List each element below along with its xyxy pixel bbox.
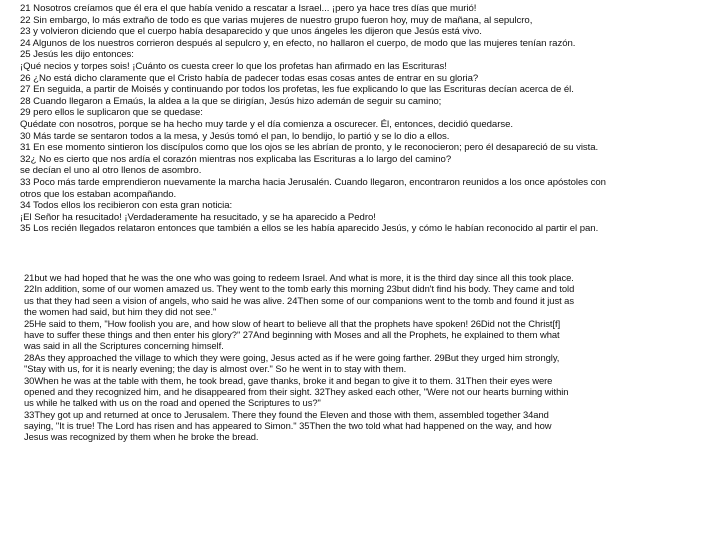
english-line-text: 21but we had hoped that he was the one who was going to redeem Israel. And what is more, it is the third day since all this took place. xyxy=(24,272,574,283)
english-line-text: saying, "It is true! The Lord has risen and has appeared to Simon." 35Then the two told what had happened on the way, and how xyxy=(24,420,552,432)
spanish-line xyxy=(20,223,606,235)
spanish-line xyxy=(20,189,606,201)
english-line-text: the women had said, but him they did not see." xyxy=(24,306,217,318)
english-line xyxy=(24,340,574,351)
spanish-line xyxy=(20,165,606,177)
spanish-line-text: 24 Algunos de los nuestros corrieron después al sepulcro y, en efecto, no hallaron el cuerpo, de modo que las mujeres tenían razón. xyxy=(20,37,576,49)
spanish-line-text: 23 y volvieron diciendo que el cuerpo había desaparecido y que unos ángeles les dijeron que Jesús está vivo. xyxy=(20,26,482,38)
spanish-line-text: 21 Nosotros creíamos que él era el que había venido a rescatar a Israel... ¡pero ya hace tres días que murió! xyxy=(20,3,477,14)
english-line xyxy=(24,318,574,329)
english-line xyxy=(24,283,574,294)
english-line xyxy=(24,386,574,397)
english-line-text: 30When he was at the table with them, he took bread, gave thanks, broke it and began to give it to them. 31Then their eyes were xyxy=(24,374,553,386)
spanish-line-text: Quédate con nosotros, porque se ha hecho muy tarde y el día comienza a oscurecer. Él, entonces, decidió quedarse. xyxy=(20,118,513,130)
spanish-line xyxy=(20,73,606,85)
english-line xyxy=(24,272,574,283)
spanish-line xyxy=(20,212,606,224)
spanish-line-text: ¡El Señor ha resucitado! ¡Verdaderamente ha resucitado, y se ha aparecido a Pedro! xyxy=(20,211,376,223)
english-line-text: Jesus was recognized by them when he broke the bread. xyxy=(24,431,259,443)
spanish-line xyxy=(20,142,606,154)
english-line-text: have to suffer these things and then enter his glory?" 27And beginning with Moses and all the Prophets, he explained to them what xyxy=(24,328,560,340)
english-line-text: 22In addition, some of our women amazed us. They went to the tomb early this morning 23but didn't find his body. They came and told xyxy=(24,283,575,295)
english-line xyxy=(24,329,574,340)
spanish-line xyxy=(20,177,606,189)
spanish-line xyxy=(20,119,606,131)
spanish-line xyxy=(20,26,606,38)
spanish-line xyxy=(20,38,606,50)
spanish-line xyxy=(20,15,606,27)
spanish-line xyxy=(20,131,606,143)
english-line-text: us that they had seen a vision of angels, who said he was alive. 24Then some of our companions went to the tomb and found it just as xyxy=(24,294,574,306)
spanish-line-text: 29 pero ellos le suplicaron que se quedase: xyxy=(20,107,203,119)
english-line xyxy=(24,295,574,306)
english-line xyxy=(24,397,574,408)
english-line-text: 33They got up and returned at once to Jerusalem. There they found the Eleven and those with them, assembled together 34and xyxy=(24,408,549,420)
spanish-line-text: 33 Poco más tarde emprendieron nuevamente la marcha hacia Jerusalén. Cuando llegaron, encontraron reunidos a los once apóstoles con xyxy=(20,176,606,188)
english-line xyxy=(24,306,574,317)
spanish-line xyxy=(20,84,606,96)
english-line xyxy=(24,352,574,363)
spanish-line xyxy=(20,61,606,73)
english-line xyxy=(24,409,574,420)
english-line-text: 25He said to them, "How foolish you are, and how slow of heart to believe all that the prophets have spoken! 26Did not the Christ xyxy=(24,317,553,329)
english-line xyxy=(24,431,574,442)
spanish-line xyxy=(20,107,606,119)
spanish-line xyxy=(20,96,606,108)
spanish-line-text: 22 Sin embargo, lo más extraño de todo es que varias mujeres de nuestro grupo fueron hoy, muy de mañana, al sepulcro, xyxy=(20,14,533,26)
spanish-line-text: 35 Los recién llegados relataron entonces que también a ellos se les había aparecido Jesús, y cómo le habían reconocido al partir el pan. xyxy=(20,223,599,235)
spanish-line-text: 34 Todos ellos los recibieron con esta gran noticia: xyxy=(20,200,233,212)
spanish-line-text: 32¿ No es cierto que nos ardía el corazón mientras nos explicaba las Escrituras a lo largo del camino? xyxy=(20,153,452,165)
spanish-line-text: 28 Cuando llegaron a Emaús, la aldea a la que se dirigían, Jesús hizo ademán de seguir su camino; xyxy=(20,95,442,107)
spanish-line xyxy=(20,3,606,15)
english-line xyxy=(24,363,574,374)
spanish-line xyxy=(20,154,606,166)
english-line-text: was said in all the Scriptures concerning himself. xyxy=(24,340,224,352)
english-line-text: "Stay with us, for it is nearly evening; the day is almost over." So he went in to stay with them. xyxy=(24,363,407,375)
spanish-line-text: 30 Más tarde se sentaron todos a la mesa, y Jesús tomó el pan, lo bendijo, lo partió y se lo dio a ellos. xyxy=(20,130,450,142)
english-line-text: 28As they approached the village to which they were going, Jesus acted as if he were going farther. 29But they urged him strongly, xyxy=(24,351,560,363)
spanish-passage xyxy=(20,3,606,235)
english-passage xyxy=(24,272,574,443)
english-line xyxy=(24,420,574,431)
spanish-line-text: 26 ¿No está dicho claramente que el Cristo había de padecer todas esas cosas antes de entrar en su gloria? xyxy=(20,72,479,84)
spanish-line-text: 27 En seguida, a partir de Moisés y continuando por todos los profetas, les fue explicando lo que las Escrituras decían acerca de él. xyxy=(20,84,574,96)
english-line-text: us while he talked with us on the road and opened the Scriptures to us?" xyxy=(24,397,321,409)
spanish-line-text: 31 En ese momento sintieron los discípulos como que los ojos se les abrían de pronto, y le reconocieron; pero él desapareció de su vista. xyxy=(20,142,599,154)
spanish-line-text: otros que los estaban acompañando. xyxy=(20,188,177,200)
spanish-line-text: se decían el uno al otro llenos de asombro. xyxy=(20,165,202,177)
spanish-line xyxy=(20,49,606,61)
spanish-line-text: 25 Jesús les dijo entonces: xyxy=(20,49,134,61)
english-line xyxy=(24,375,574,386)
english-line-text: opened and they recognized him, and he disappeared from their sight. 32They asked each other, "Were not our hearts burning within xyxy=(24,385,569,397)
spanish-line xyxy=(20,200,606,212)
spanish-line-text: ¡Qué necios y torpes sois! ¡Cuánto os cuesta creer lo que los profetas han afirmado en las Escrituras! xyxy=(20,60,447,72)
footnote-link[interactable]: [f] xyxy=(552,317,561,329)
